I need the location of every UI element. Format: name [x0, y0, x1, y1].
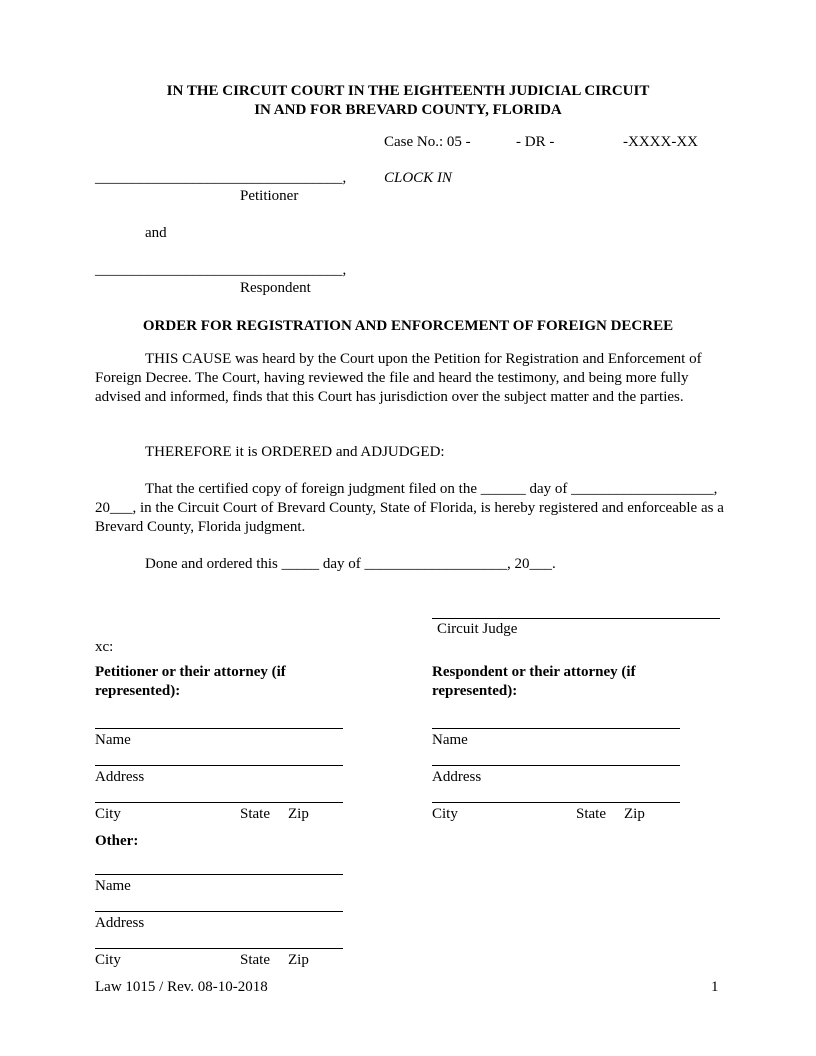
other-heading: Other: — [95, 833, 139, 849]
petitioner-label: Petitioner — [240, 188, 299, 204]
form-id-footer: Law 1015 / Rev. 08-10-2018 — [95, 979, 268, 995]
respondent-blank: _________________________________, — [95, 262, 347, 278]
other-name-label: Name — [95, 878, 131, 894]
respondent-address-label: Address — [432, 769, 482, 785]
petitioner-city-line — [95, 802, 343, 803]
respondent-city-label: City — [432, 806, 458, 822]
case-number-prefix: Case No.: 05 - — [384, 134, 471, 150]
petitioner-attorney-heading: Petitioner or their attorney (if — [95, 664, 286, 680]
case-number-dr: - DR - — [516, 134, 555, 150]
other-address-label: Address — [95, 915, 145, 931]
body-paragraph-1-text: THIS CAUSE was heard by the Court upon the Petition for Registration and Enforcement of Foreign Decree. The Court, having reviewed the file and heard the testimony, and being more fully advised and informed, finds that this Court has jurisdiction over the subject matter and the parties. — [95, 351, 702, 405]
petitioner-blank: _________________________________, — [95, 170, 347, 186]
respondent-city-line — [432, 802, 680, 803]
judge-signature-line — [432, 618, 720, 619]
body-paragraph-3-text: That the certified copy of foreign judgment filed on the ______ day of ___________________, 20___, in the Circuit Court of Brevard County, State of Florida, is hereby registered and enforceable as a Brevard County, Florida judgment. — [95, 481, 724, 535]
petitioner-address-line — [95, 765, 343, 766]
court-header-line2: IN AND FOR BREVARD COUNTY, FLORIDA — [254, 102, 562, 118]
other-zip-label: Zip — [288, 952, 309, 968]
other-address-line — [95, 911, 343, 912]
other-name-line — [95, 874, 343, 875]
case-number-suffix: -XXXX-XX — [623, 134, 698, 150]
order-title: ORDER FOR REGISTRATION AND ENFORCEMENT OF FOREIGN DECREE — [142, 318, 674, 334]
petitioner-address-label: Address — [95, 769, 145, 785]
petitioner-name-label: Name — [95, 732, 131, 748]
court-header-line1: IN THE CIRCUIT COURT IN THE EIGHTEENTH JUDICIAL CIRCUIT — [166, 83, 650, 99]
other-state-label: State — [240, 952, 270, 968]
page-number: 1 — [711, 979, 719, 995]
done-and-ordered — [95, 555, 725, 574]
and-label: and — [145, 225, 167, 241]
other-city-line — [95, 948, 343, 949]
respondent-attorney-heading: Respondent or their attorney (if — [432, 664, 636, 680]
respondent-label: Respondent — [240, 280, 311, 296]
respondent-name-label: Name — [432, 732, 468, 748]
respondent-name-line — [432, 728, 680, 729]
other-city-label: City — [95, 952, 121, 968]
respondent-attorney-heading-2: represented): — [432, 683, 518, 699]
petitioner-name-line — [95, 728, 343, 729]
petitioner-zip-label: Zip — [288, 806, 309, 822]
petitioner-state-label: State — [240, 806, 270, 822]
respondent-state-label: State — [576, 806, 606, 822]
petitioner-city-label: City — [95, 806, 121, 822]
body-paragraph-3 — [95, 480, 725, 537]
respondent-address-line — [432, 765, 680, 766]
done-and-ordered-text: Done and ordered this _____ day of ___________________, 20___. — [145, 556, 556, 572]
body-paragraph-1 — [95, 350, 725, 407]
body-paragraph-2 — [95, 443, 725, 462]
body-paragraph-2-text: THEREFORE it is ORDERED and ADJUDGED: — [145, 444, 445, 460]
xc-label: xc: — [95, 639, 114, 655]
circuit-judge-label: Circuit Judge — [437, 621, 518, 637]
petitioner-attorney-heading-2: represented): — [95, 683, 181, 699]
clock-in-label: CLOCK IN — [384, 170, 452, 186]
respondent-zip-label: Zip — [624, 806, 645, 822]
